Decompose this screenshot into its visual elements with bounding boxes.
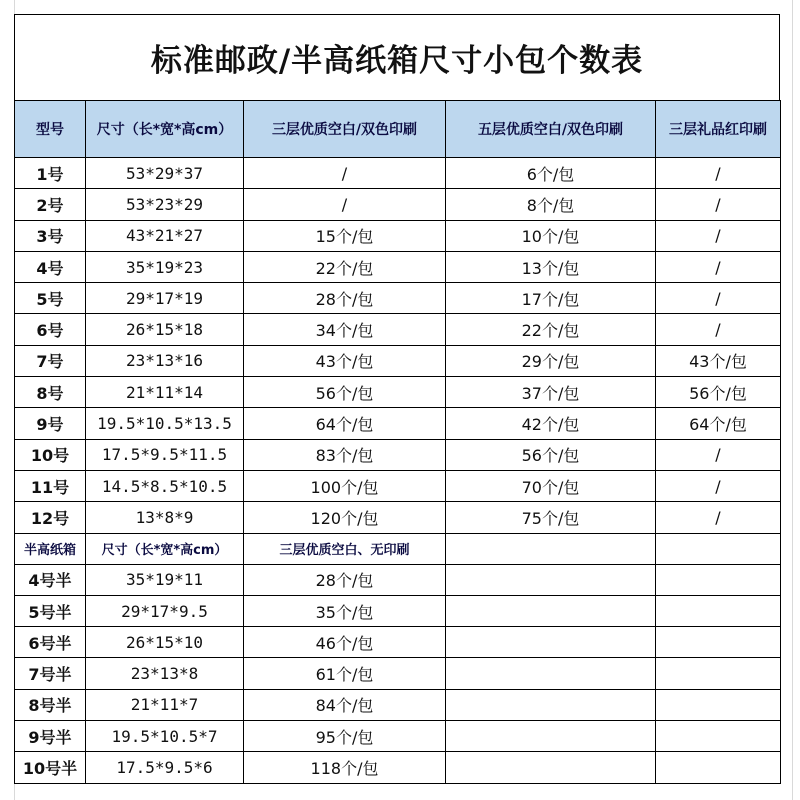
empty-cell[interactable] [656, 595, 781, 626]
empty-cell[interactable] [446, 689, 656, 720]
table-row [15, 251, 781, 282]
cell-size[interactable]: 29*17*19 [86, 283, 244, 314]
cell-size[interactable]: 26*15*18 [86, 314, 244, 345]
half-height-header-row [15, 533, 781, 564]
empty-cell[interactable] [446, 564, 656, 595]
cell-five-layer[interactable]: 6个/包 [446, 158, 656, 189]
table-row [15, 439, 781, 470]
cell-gift-red[interactable]: / [656, 283, 781, 314]
cell-three-layer[interactable]: 15个/包 [244, 220, 446, 251]
header-half-three-layer[interactable]: 三层优质空白、无印刷 [244, 533, 446, 564]
cell-gift-red[interactable]: 64个/包 [656, 408, 781, 439]
table-row [15, 502, 781, 533]
cell-type[interactable]: 4号 [15, 251, 86, 282]
empty-cell[interactable] [656, 658, 781, 689]
header-half-type[interactable]: 半高纸箱 [15, 533, 86, 564]
header-five-layer[interactable]: 五层优质空白/双色印刷 [446, 101, 656, 158]
cell-three-layer[interactable]: 28个/包 [244, 283, 446, 314]
header-row [15, 101, 781, 158]
box-size-table [14, 100, 781, 784]
cell-three-layer[interactable]: 64个/包 [244, 408, 446, 439]
cell-type[interactable]: 2号 [15, 189, 86, 220]
title-cell[interactable] [14, 14, 780, 100]
header-size[interactable]: 尺寸（长*宽*高cm） [86, 101, 244, 158]
cell-size[interactable]: 21*11*14 [86, 377, 244, 408]
cell-size[interactable]: 35*19*11 [86, 564, 244, 595]
empty-cell[interactable] [446, 721, 656, 752]
empty-cell[interactable] [446, 658, 656, 689]
cell-type[interactable]: 9号 [15, 408, 86, 439]
table-row [15, 158, 781, 189]
cell-size[interactable]: 53*29*37 [86, 158, 244, 189]
cell-three-layer[interactable]: / [244, 158, 446, 189]
cell-size[interactable]: 26*15*10 [86, 627, 244, 658]
cell-size[interactable]: 19.5*10.5*13.5 [86, 408, 244, 439]
empty-cell[interactable] [656, 627, 781, 658]
cell-size[interactable]: 17.5*9.5*11.5 [86, 439, 244, 470]
cell-type[interactable]: 1号 [15, 158, 86, 189]
cell-size[interactable]: 53*23*29 [86, 189, 244, 220]
header-half-size[interactable]: 尺寸（长*宽*高cm） [86, 533, 244, 564]
cell-type[interactable]: 4号半 [15, 564, 86, 595]
cell-gift-red[interactable]: / [656, 470, 781, 501]
cell-size[interactable]: 17.5*9.5*6 [86, 752, 244, 783]
empty-cell[interactable] [446, 595, 656, 626]
cell-three-layer[interactable]: 61个/包 [244, 658, 446, 689]
table-row [15, 564, 781, 595]
cell-size[interactable]: 35*19*23 [86, 251, 244, 282]
cell-size[interactable]: 43*21*27 [86, 220, 244, 251]
table-row [15, 689, 781, 720]
cell-type[interactable]: 5号 [15, 283, 86, 314]
cell-three-layer[interactable]: 84个/包 [244, 689, 446, 720]
cell-type[interactable]: 3号 [15, 220, 86, 251]
cell-gift-red[interactable]: / [656, 251, 781, 282]
cell-type[interactable]: 7号半 [15, 658, 86, 689]
table-row [15, 752, 781, 783]
cell-gift-red[interactable]: / [656, 158, 781, 189]
cell-type[interactable]: 7号 [15, 345, 86, 376]
header-three-layer[interactable]: 三层优质空白/双色印刷 [244, 101, 446, 158]
cell-five-layer[interactable]: 13个/包 [446, 251, 656, 282]
cell-gift-red[interactable]: / [656, 314, 781, 345]
cell-three-layer[interactable]: 83个/包 [244, 439, 446, 470]
cell-size[interactable]: 23*13*16 [86, 345, 244, 376]
cell-size[interactable]: 23*13*8 [86, 658, 244, 689]
table-row [15, 345, 781, 376]
empty-cell[interactable] [656, 752, 781, 783]
cell-three-layer[interactable]: 35个/包 [244, 595, 446, 626]
cell-gift-red[interactable]: / [656, 439, 781, 470]
cell-five-layer[interactable]: 42个/包 [446, 408, 656, 439]
cell-three-layer[interactable]: 120个/包 [244, 502, 446, 533]
cell-five-layer[interactable]: 8个/包 [446, 189, 656, 220]
table-row [15, 595, 781, 626]
cell-gift-red[interactable]: 43个/包 [656, 345, 781, 376]
empty-cell[interactable] [656, 721, 781, 752]
cell-three-layer[interactable]: / [244, 189, 446, 220]
cell-gift-red[interactable]: / [656, 502, 781, 533]
cell-five-layer[interactable]: 37个/包 [446, 377, 656, 408]
header-type[interactable]: 型号 [15, 101, 86, 158]
empty-cell[interactable] [656, 564, 781, 595]
table-row [15, 189, 781, 220]
cell-type[interactable]: 10号半 [15, 752, 86, 783]
table-row [15, 283, 781, 314]
empty-cell[interactable] [446, 627, 656, 658]
cell-type[interactable]: 8号半 [15, 689, 86, 720]
header-gift-red[interactable]: 三层礼品红印刷 [656, 101, 781, 158]
cell-three-layer[interactable]: 46个/包 [244, 627, 446, 658]
cell-type[interactable]: 5号半 [15, 595, 86, 626]
page-title: 标准邮政/半高纸箱尺寸小包个数表 [150, 43, 644, 79]
cell-gift-red[interactable]: / [656, 220, 781, 251]
cell-five-layer[interactable]: 70个/包 [446, 470, 656, 501]
cell-type[interactable]: 6号半 [15, 627, 86, 658]
table-row [15, 627, 781, 658]
cell-three-layer[interactable]: 43个/包 [244, 345, 446, 376]
cell-size[interactable]: 19.5*10.5*7 [86, 721, 244, 752]
cell-gift-red[interactable]: 56个/包 [656, 377, 781, 408]
grid-line [792, 0, 793, 800]
cell-three-layer[interactable]: 95个/包 [244, 721, 446, 752]
cell-size[interactable]: 13*8*9 [86, 502, 244, 533]
cell-size[interactable]: 14.5*8.5*10.5 [86, 470, 244, 501]
cell-type[interactable]: 8号 [15, 377, 86, 408]
cell-gift-red[interactable]: / [656, 189, 781, 220]
table-row [15, 658, 781, 689]
cell-five-layer[interactable]: 22个/包 [446, 314, 656, 345]
cell-size[interactable]: 21*11*7 [86, 689, 244, 720]
cell-type[interactable]: 12号 [15, 502, 86, 533]
cell-three-layer[interactable]: 22个/包 [244, 251, 446, 282]
cell-three-layer[interactable]: 28个/包 [244, 564, 446, 595]
cell-five-layer[interactable]: 29个/包 [446, 345, 656, 376]
cell-three-layer[interactable]: 100个/包 [244, 470, 446, 501]
cell-five-layer[interactable]: 17个/包 [446, 283, 656, 314]
table-row [15, 220, 781, 251]
cell-five-layer[interactable]: 75个/包 [446, 502, 656, 533]
cell-five-layer[interactable]: 10个/包 [446, 220, 656, 251]
cell-three-layer[interactable]: 34个/包 [244, 314, 446, 345]
cell-three-layer[interactable]: 118个/包 [244, 752, 446, 783]
cell-size[interactable]: 29*17*9.5 [86, 595, 244, 626]
cell-type[interactable]: 9号半 [15, 721, 86, 752]
table-row [15, 470, 781, 501]
empty-cell[interactable] [656, 689, 781, 720]
table-row [15, 721, 781, 752]
cell-type[interactable]: 11号 [15, 470, 86, 501]
table-row [15, 408, 781, 439]
cell-type[interactable]: 6号 [15, 314, 86, 345]
table-row [15, 377, 781, 408]
cell-three-layer[interactable]: 56个/包 [244, 377, 446, 408]
empty-cell[interactable] [446, 752, 656, 783]
cell-five-layer[interactable]: 56个/包 [446, 439, 656, 470]
cell-type[interactable]: 10号 [15, 439, 86, 470]
empty-cell[interactable] [446, 533, 656, 564]
empty-cell[interactable] [656, 533, 781, 564]
table-row [15, 314, 781, 345]
